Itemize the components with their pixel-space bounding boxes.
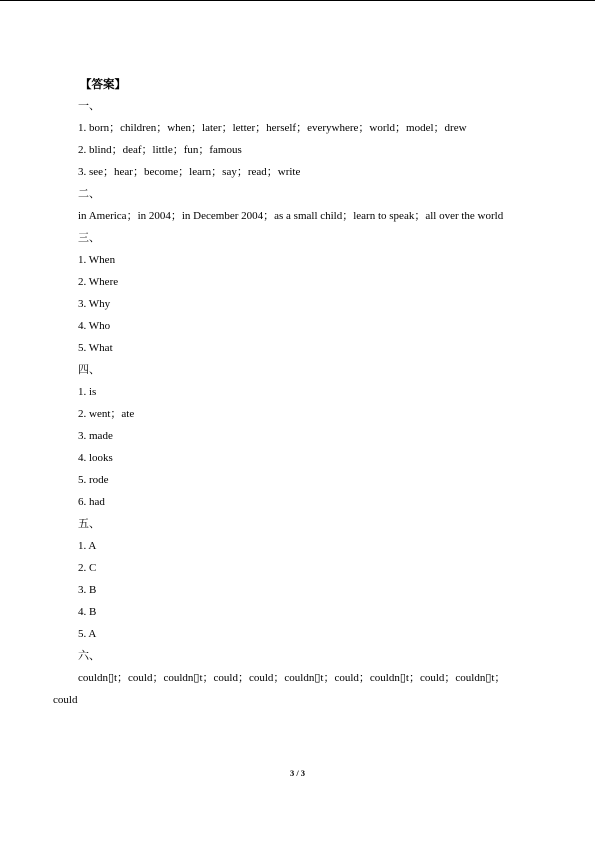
section-4-line-5: 5. rode [78,474,109,486]
section-5-line-1: 1. A [78,540,97,552]
section-4-line-2: 2. went；ate [78,408,135,420]
section-2-line-1: in America；in 2004；in December 2004；as a small child；learn to speak；all over the world [78,210,504,222]
section-5-line-2: 2. C [78,562,97,574]
section-5-line-5: 5. A [78,628,97,640]
section-2-label: 二、 [78,187,100,200]
section-5-line-4: 4. B [78,606,97,618]
section-3-line-5: 5. What [78,342,113,354]
section-3-line-1: 1. When [78,254,116,266]
section-3-label: 三、 [78,231,100,244]
section-6-label: 六、 [78,649,100,662]
section-4-line-3: 3. made [78,430,113,442]
section-1-label: 一、 [78,99,100,112]
section-4-line-6: 6. had [78,496,105,508]
section-4-line-4: 4. looks [78,452,113,464]
section-3-line-2: 2. Where [78,276,119,288]
section-5-line-3: 3. B [78,584,97,596]
section-1-line-2: 2. blind；deaf；little；fun；famous [78,144,242,156]
answer-heading: 【答案】 [80,77,126,91]
page-top-rule [0,0,595,1]
section-1-line-1: 1. born；children；when；later；letter；herself；everywhere；world；model；drew [78,122,467,134]
page-number: 3 / 3 [289,768,306,778]
section-6-line-1: couldn▯t；could；couldn▯t；could；could；couldn▯t；could；couldn▯t；could；couldn▯t； [78,672,506,684]
section-4-label: 四、 [78,363,100,376]
section-6-wrap-line: could [53,694,78,706]
answer-document [53,73,578,711]
section-3-line-4: 4. Who [78,320,111,332]
section-3-line-3: 3. Why [78,298,111,310]
section-5-label: 五、 [78,517,100,530]
section-1-line-3: 3. see；hear；become；learn；say；read；write [78,166,301,178]
section-4-line-1: 1. is [78,386,97,398]
